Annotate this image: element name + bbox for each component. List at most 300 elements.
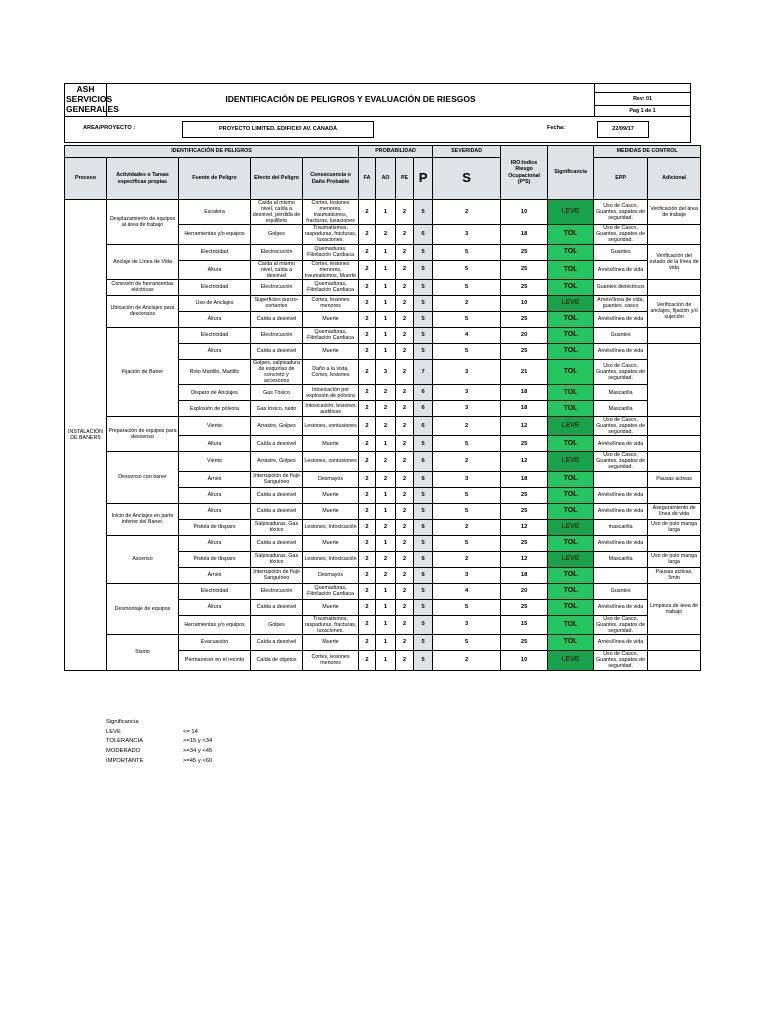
fuente-cell: Disparo de Anclajes [179,385,251,401]
p-cell: 6 [414,471,433,487]
iro-cell: 18 [501,401,548,417]
iro-cell: 25 [501,503,548,519]
s-cell: 5 [433,634,501,650]
p-cell: 6 [414,225,433,244]
activity-cell: Anclaje de Línea de Vida [107,244,179,279]
efecto-cell: Arrastre, Golpes [251,452,303,471]
fuente-cell: Herramientas y/o equipos [179,225,251,244]
epp-cell: Uso de Casco, Guantes, zapatos de seguridad. [594,200,648,225]
activity-cell: Desplazamiento de equipos al área de trabajo [107,200,179,245]
efecto-cell: Caída a desnivel [251,634,303,650]
significance-badge: TOL [548,359,594,384]
ao-cell: 1 [376,650,396,670]
iro-cell: 18 [501,471,548,487]
pe-cell: 2 [396,519,414,535]
adicional-cell: Uso de polo manga larga [648,551,701,567]
iro-cell: 18 [501,567,548,583]
p-cell: 6 [414,385,433,401]
table-row [65,634,701,650]
p-cell: 6 [414,551,433,567]
ao-cell: 2 [376,401,396,417]
fuente-cell: Altura [179,487,251,503]
fuente-cell: Roto Martillo, Martillo [179,359,251,384]
significance-badge: TOL [548,327,594,343]
fuente-cell: Altura [179,436,251,452]
s-cell: 2 [433,650,501,670]
fa-cell: 2 [359,503,376,519]
fuente-cell: Altura [179,311,251,327]
epp-cell: Uso de Casco, Guantes, zapatos de seguridad. [594,225,648,244]
adicional-cell [648,327,701,343]
epp-cell: Arnés/línea de vida [594,487,648,503]
consecuencia-cell: Muerte [303,535,359,551]
pe-cell: 2 [396,503,414,519]
pe-cell: 2 [396,487,414,503]
area-label: AREA/PROYECTO : [83,125,136,131]
consecuencia-cell: Cortes, lesiones menores [303,650,359,670]
s-cell: 5 [433,260,501,279]
fa-cell: 2 [359,551,376,567]
significance-badge: LEVE [548,452,594,471]
consecuencia-cell: Intoxicación, lesiones auditivas [303,401,359,417]
significance-badge: LEVE [548,295,594,311]
efecto-cell: Interrupción de flujo Sanguíneo [251,471,303,487]
epp-cell: Guantes [594,583,648,599]
activity-cell: Conexión de herramientas eléctricas [107,279,179,295]
col-adicional: Adicional [648,158,701,200]
fa-cell: 2 [359,327,376,343]
epp-cell: Uso de Casco, Guantes, zapatos de seguridad. [594,417,648,436]
ao-cell: 1 [376,327,396,343]
adicional-cell: Pausas activas, 5min [648,567,701,583]
table-row [65,503,701,519]
ao-cell: 2 [376,417,396,436]
significance-badge: TOL [548,583,594,599]
efecto-cell: Caída de objetos [251,650,303,670]
ao-cell: 1 [376,583,396,599]
epp-cell: Mascarilla [594,385,648,401]
significance-badge: TOL [548,615,594,634]
epp-cell: Arnés/línea de vida [594,436,648,452]
adicional-cell: Uso de polo manga larga [648,519,701,535]
s-cell: 5 [433,244,501,260]
fa-cell: 2 [359,634,376,650]
ao-cell: 2 [376,567,396,583]
pe-cell: 2 [396,650,414,670]
fa-cell: 2 [359,385,376,401]
iro-cell: 12 [501,551,548,567]
consecuencia-cell: Intoxicación por explosión de pólvora [303,385,359,401]
adicional-cell: Verificación del estado de la línea de vida [648,244,701,279]
epp-cell: Arnés/línea de vida [594,599,648,615]
ao-cell: 1 [376,599,396,615]
col-s: S [433,158,501,200]
ao-cell: 1 [376,260,396,279]
efecto-cell: Electrocución [251,279,303,295]
fa-cell: 2 [359,225,376,244]
activity-cell: Ascenso [107,535,179,583]
col-efecto: Efecto del Peligro [251,158,303,200]
fuente-cell: Altura [179,343,251,359]
pe-cell: 2 [396,567,414,583]
epp-cell: Guantes [594,327,648,343]
fuente-cell: Pistola de disparo [179,551,251,567]
significance-badge: TOL [548,599,594,615]
iro-cell: 21 [501,359,548,384]
efecto-cell: Caída a desnivel [251,487,303,503]
epp-cell: Arnés/línea de vida [594,343,648,359]
efecto-cell: Caída al mismo nivel, caída a desnivel, pérdida de equilibrio [251,200,303,225]
consecuencia-cell: Cortes, lesiones menores, traumatismos, fracturas, luxaciones [303,200,359,225]
consecuencia-cell: Muerte [303,343,359,359]
fuente-cell: Electricidad [179,327,251,343]
epp-cell: Uso de Casco, Guantes, zapatos de seguridad. [594,452,648,471]
fuente-cell: Arnés [179,567,251,583]
efecto-cell: Caída a desnivel [251,535,303,551]
iro-cell: 18 [501,225,548,244]
iro-cell: 25 [501,343,548,359]
document-title: IDENTIFICACIÓN DE PELIGROS Y EVALUACIÓN DE RIESGOS [107,84,595,117]
efecto-cell: Salpicaduras, Gas tóxico [251,551,303,567]
efecto-cell: Caída a desnivel [251,311,303,327]
pe-cell: 2 [396,295,414,311]
s-cell: 3 [433,471,501,487]
fa-cell: 2 [359,244,376,260]
activity-cell: Fijación de Baner [107,327,179,416]
iro-cell: 12 [501,452,548,471]
iro-cell: 25 [501,436,548,452]
ao-cell: 1 [376,535,396,551]
significance-badge: TOL [548,244,594,260]
pe-cell: 2 [396,260,414,279]
p-cell: 5 [414,327,433,343]
adicional-cell [648,634,701,650]
fuente-cell: Viento [179,417,251,436]
p-cell: 6 [414,452,433,471]
col-consecuencia: Consecuencia o Daño Probable [303,158,359,200]
fa-cell: 2 [359,359,376,384]
p-cell: 5 [414,260,433,279]
s-cell: 5 [433,279,501,295]
table-row [65,244,701,260]
fuente-cell: Altura [179,503,251,519]
epp-cell: Guantes dieléctricos [594,279,648,295]
fa-cell: 2 [359,583,376,599]
p-cell: 5 [414,503,433,519]
col-p: P [414,158,433,200]
iro-cell: 25 [501,311,548,327]
p-cell: 5 [414,279,433,295]
efecto-cell: Salpicaduras, Gas tóxico [251,519,303,535]
company-line-3: GENERALES [66,103,119,114]
significance-badge: TOL [548,436,594,452]
adicional-cell [648,279,701,295]
significance-badge: TOL [548,385,594,401]
consecuencia-cell: Lesiones, contusiones [303,452,359,471]
consecuencia-cell: Muerte [303,599,359,615]
fuente-cell: Electricidad [179,279,251,295]
col-fa: FA [359,158,376,200]
epp-cell: Mascarilla [594,401,648,417]
col-fuente: Fuente de Peligro [179,158,251,200]
consecuencia-cell: Muerte [303,487,359,503]
consecuencia-cell: Muerte [303,311,359,327]
adicional-cell: Aseguramiento de línea de vida [648,503,701,519]
adicional-cell: Pausas activas [648,471,701,487]
adicional-cell [648,650,701,670]
s-cell: 5 [433,535,501,551]
p-cell: 5 [414,311,433,327]
epp-cell: Guantes [594,244,648,260]
iro-cell: 12 [501,417,548,436]
col-actividades: Actividades o Tareas específicas propias [107,158,179,200]
significance-badge: LEVE [548,417,594,436]
consecuencia-cell: Desmayos [303,567,359,583]
epp-cell: Arnés/línea de vida [594,311,648,327]
fa-cell: 2 [359,452,376,471]
fa-cell: 2 [359,599,376,615]
fuente-cell: Arnés [179,471,251,487]
efecto-cell: Interrupción de flujo Sanguíneo [251,567,303,583]
pe-cell: 2 [396,551,414,567]
consecuencia-cell: Quemaduras, Fibrilación Cardiaca [303,244,359,260]
p-cell: 6 [414,519,433,535]
pe-cell: 2 [396,436,414,452]
ao-cell: 1 [376,343,396,359]
date-value: 22/09/17 [597,121,649,138]
s-cell: 3 [433,615,501,634]
iro-cell: 10 [501,650,548,670]
p-cell: 5 [414,295,433,311]
s-cell: 2 [433,200,501,225]
fa-cell: 2 [359,279,376,295]
iro-cell: 10 [501,295,548,311]
ao-cell: 1 [376,487,396,503]
s-cell: 5 [433,343,501,359]
fa-cell: 2 [359,417,376,436]
consecuencia-cell: Daño a la vista, Cortes, lesiones [303,359,359,384]
table-row [65,200,701,225]
activity-cell: Inicio de Anclajes en parte inferior del Baner. [107,503,179,535]
legend-item: LEVE <= 14 [106,728,198,735]
efecto-cell: Caída a desnivel [251,503,303,519]
col-pe: PE [396,158,414,200]
s-cell: 5 [433,599,501,615]
efecto-cell: Caída a desnivel [251,343,303,359]
epp-cell: Arnés/línea de vida [594,260,648,279]
significance-badge: TOL [548,401,594,417]
fa-cell: 2 [359,200,376,225]
s-cell: 2 [433,519,501,535]
s-cell: 2 [433,551,501,567]
ao-cell: 1 [376,311,396,327]
fa-cell: 2 [359,567,376,583]
ao-cell: 1 [376,503,396,519]
s-cell: 4 [433,327,501,343]
hazard-matrix [64,145,701,671]
s-cell: 3 [433,225,501,244]
significance-badge: LEVE [548,551,594,567]
pe-cell: 2 [396,244,414,260]
pe-cell: 2 [396,200,414,225]
consecuencia-cell: Muerte [303,634,359,650]
significance-badge: TOL [548,471,594,487]
ao-cell: 1 [376,200,396,225]
table-row [65,452,701,471]
fa-cell: 2 [359,650,376,670]
ao-cell: 2 [376,471,396,487]
group-severidad: SEVERIDAD [433,146,501,158]
efecto-cell: Golpes, salpicadura de esquirlas de concreto y accesorios [251,359,303,384]
fa-cell: 2 [359,343,376,359]
significance-badge: TOL [548,503,594,519]
iro-cell: 18 [501,385,548,401]
significance-badge: TOL [548,311,594,327]
epp-cell: Arnés/línea de vida [594,535,648,551]
iro-cell: 25 [501,634,548,650]
table-row [65,583,701,599]
pe-cell: 2 [396,401,414,417]
epp-cell: Arnés/línea de vida [594,634,648,650]
pe-cell: 2 [396,385,414,401]
fuente-cell: Uso de Anclajes [179,295,251,311]
efecto-cell: Golpes [251,225,303,244]
significance-badge: TOL [548,535,594,551]
s-cell: 3 [433,385,501,401]
efecto-cell: Electrocución [251,583,303,599]
pe-cell: 2 [396,343,414,359]
pe-cell: 2 [396,417,414,436]
p-cell: 5 [414,436,433,452]
col-proceso: Proceso [65,158,107,200]
pe-cell: 2 [396,452,414,471]
significance-badge: TOL [548,567,594,583]
adicional-cell [648,487,701,503]
epp-cell: Arnés/línea de vida, guantes, casco [594,295,648,311]
ao-cell: 2 [376,385,396,401]
fa-cell: 2 [359,436,376,452]
s-cell: 2 [433,417,501,436]
efecto-cell: Arrastre, Golpes [251,417,303,436]
adicional-cell: Verificación del área de trabajo [648,200,701,225]
legend-item: IMPORTANTE >=45 y <60 [106,757,213,764]
fuente-cell: Electricidad [179,583,251,599]
pe-cell: 2 [396,279,414,295]
company-line-1: ASH [76,84,95,95]
iro-cell: 25 [501,535,548,551]
efecto-cell: Caída a desnivel [251,599,303,615]
iro-cell: 25 [501,279,548,295]
consecuencia-cell: Lesiones, contusiones [303,417,359,436]
fa-cell: 2 [359,471,376,487]
efecto-cell: Golpes [251,615,303,634]
fuente-cell: Permanecer en el recinto [179,650,251,670]
adicional-cell [648,452,701,471]
adicional-cell [648,225,701,244]
pe-cell: 2 [396,583,414,599]
s-cell: 2 [433,295,501,311]
p-cell: 6 [414,567,433,583]
adicional-cell: Limpieza de área de trabajo [648,583,701,634]
page-number: Pag 1 de 1 [595,106,691,117]
ao-cell: 1 [376,634,396,650]
adicional-cell [648,417,701,436]
s-cell: 5 [433,311,501,327]
p-cell: 5 [414,650,433,670]
significance-badge: TOL [548,487,594,503]
consecuencia-cell: Lesiones, Intoxicación [303,551,359,567]
efecto-cell: Gas tóxico, ruido [251,401,303,417]
ao-cell: 1 [376,295,396,311]
iro-cell: 25 [501,260,548,279]
legend-title: Significancia [106,719,139,725]
p-cell: 5 [414,244,433,260]
epp-cell: Uso de Casco, Guantes, zapatos de seguridad. [594,650,648,670]
p-cell: 5 [414,487,433,503]
significance-badge: LEVE [548,650,594,670]
fa-cell: 2 [359,295,376,311]
pe-cell: 2 [396,599,414,615]
fuente-cell: Electricidad [179,244,251,260]
iro-cell: 20 [501,327,548,343]
fuente-cell: Altura [179,535,251,551]
ao-cell: 1 [376,279,396,295]
company-line-2: SERVICIOS [66,94,113,105]
ao-cell: 2 [376,225,396,244]
consecuencia-cell: Cortes, lesiones menores [303,295,359,311]
consecuencia-cell: Traumatismos, raspaduras, fracturas, luxaciones. [303,225,359,244]
fuente-cell: Evacuación [179,634,251,650]
pe-cell: 2 [396,615,414,634]
efecto-cell: Caída al mismo nivel, caída a desnivel [251,260,303,279]
iro-cell: 25 [501,599,548,615]
pe-cell: 2 [396,225,414,244]
epp-cell: mascarilla [594,519,648,535]
company-name [65,84,119,117]
fa-cell: 2 [359,519,376,535]
efecto-cell: Caída a desnivel [251,436,303,452]
pe-cell: 2 [396,311,414,327]
p-cell: 5 [414,343,433,359]
area-value: PROYECTO LIMITED. EDIFICIO AV. CANADÁ [182,121,374,138]
fa-cell: 2 [359,401,376,417]
efecto-cell: Gas Tóxico [251,385,303,401]
epp-cell [594,471,648,487]
table-row [65,279,701,295]
consecuencia-cell: Traumatismos, raspaduras, fracturas, luxaciones. [303,615,359,634]
pe-cell: 2 [396,359,414,384]
revision: Rev: 01 [595,93,691,106]
significance-badge: LEVE [548,519,594,535]
fuente-cell: Explosión de pólvora [179,401,251,417]
legend-item: TOLERANCIA >=15 y <34 [106,738,213,745]
col-ao: AO [376,158,396,200]
group-medidas: MEDIDAS DE CONTROL [594,146,701,158]
p-cell: 6 [414,417,433,436]
p-cell: 5 [414,615,433,634]
epp-cell: Uso de Casco, Guantes, zapatos de seguridad. [594,359,648,384]
fa-cell: 2 [359,487,376,503]
consecuencia-cell: Lesiones, Intoxicación [303,519,359,535]
significance-badge: TOL [548,260,594,279]
ao-cell: 3 [376,359,396,384]
fa-cell: 2 [359,260,376,279]
s-cell: 5 [433,503,501,519]
s-cell: 5 [433,487,501,503]
p-cell: 5 [414,634,433,650]
ao-cell: 1 [376,244,396,260]
adicional-cell [648,343,701,416]
